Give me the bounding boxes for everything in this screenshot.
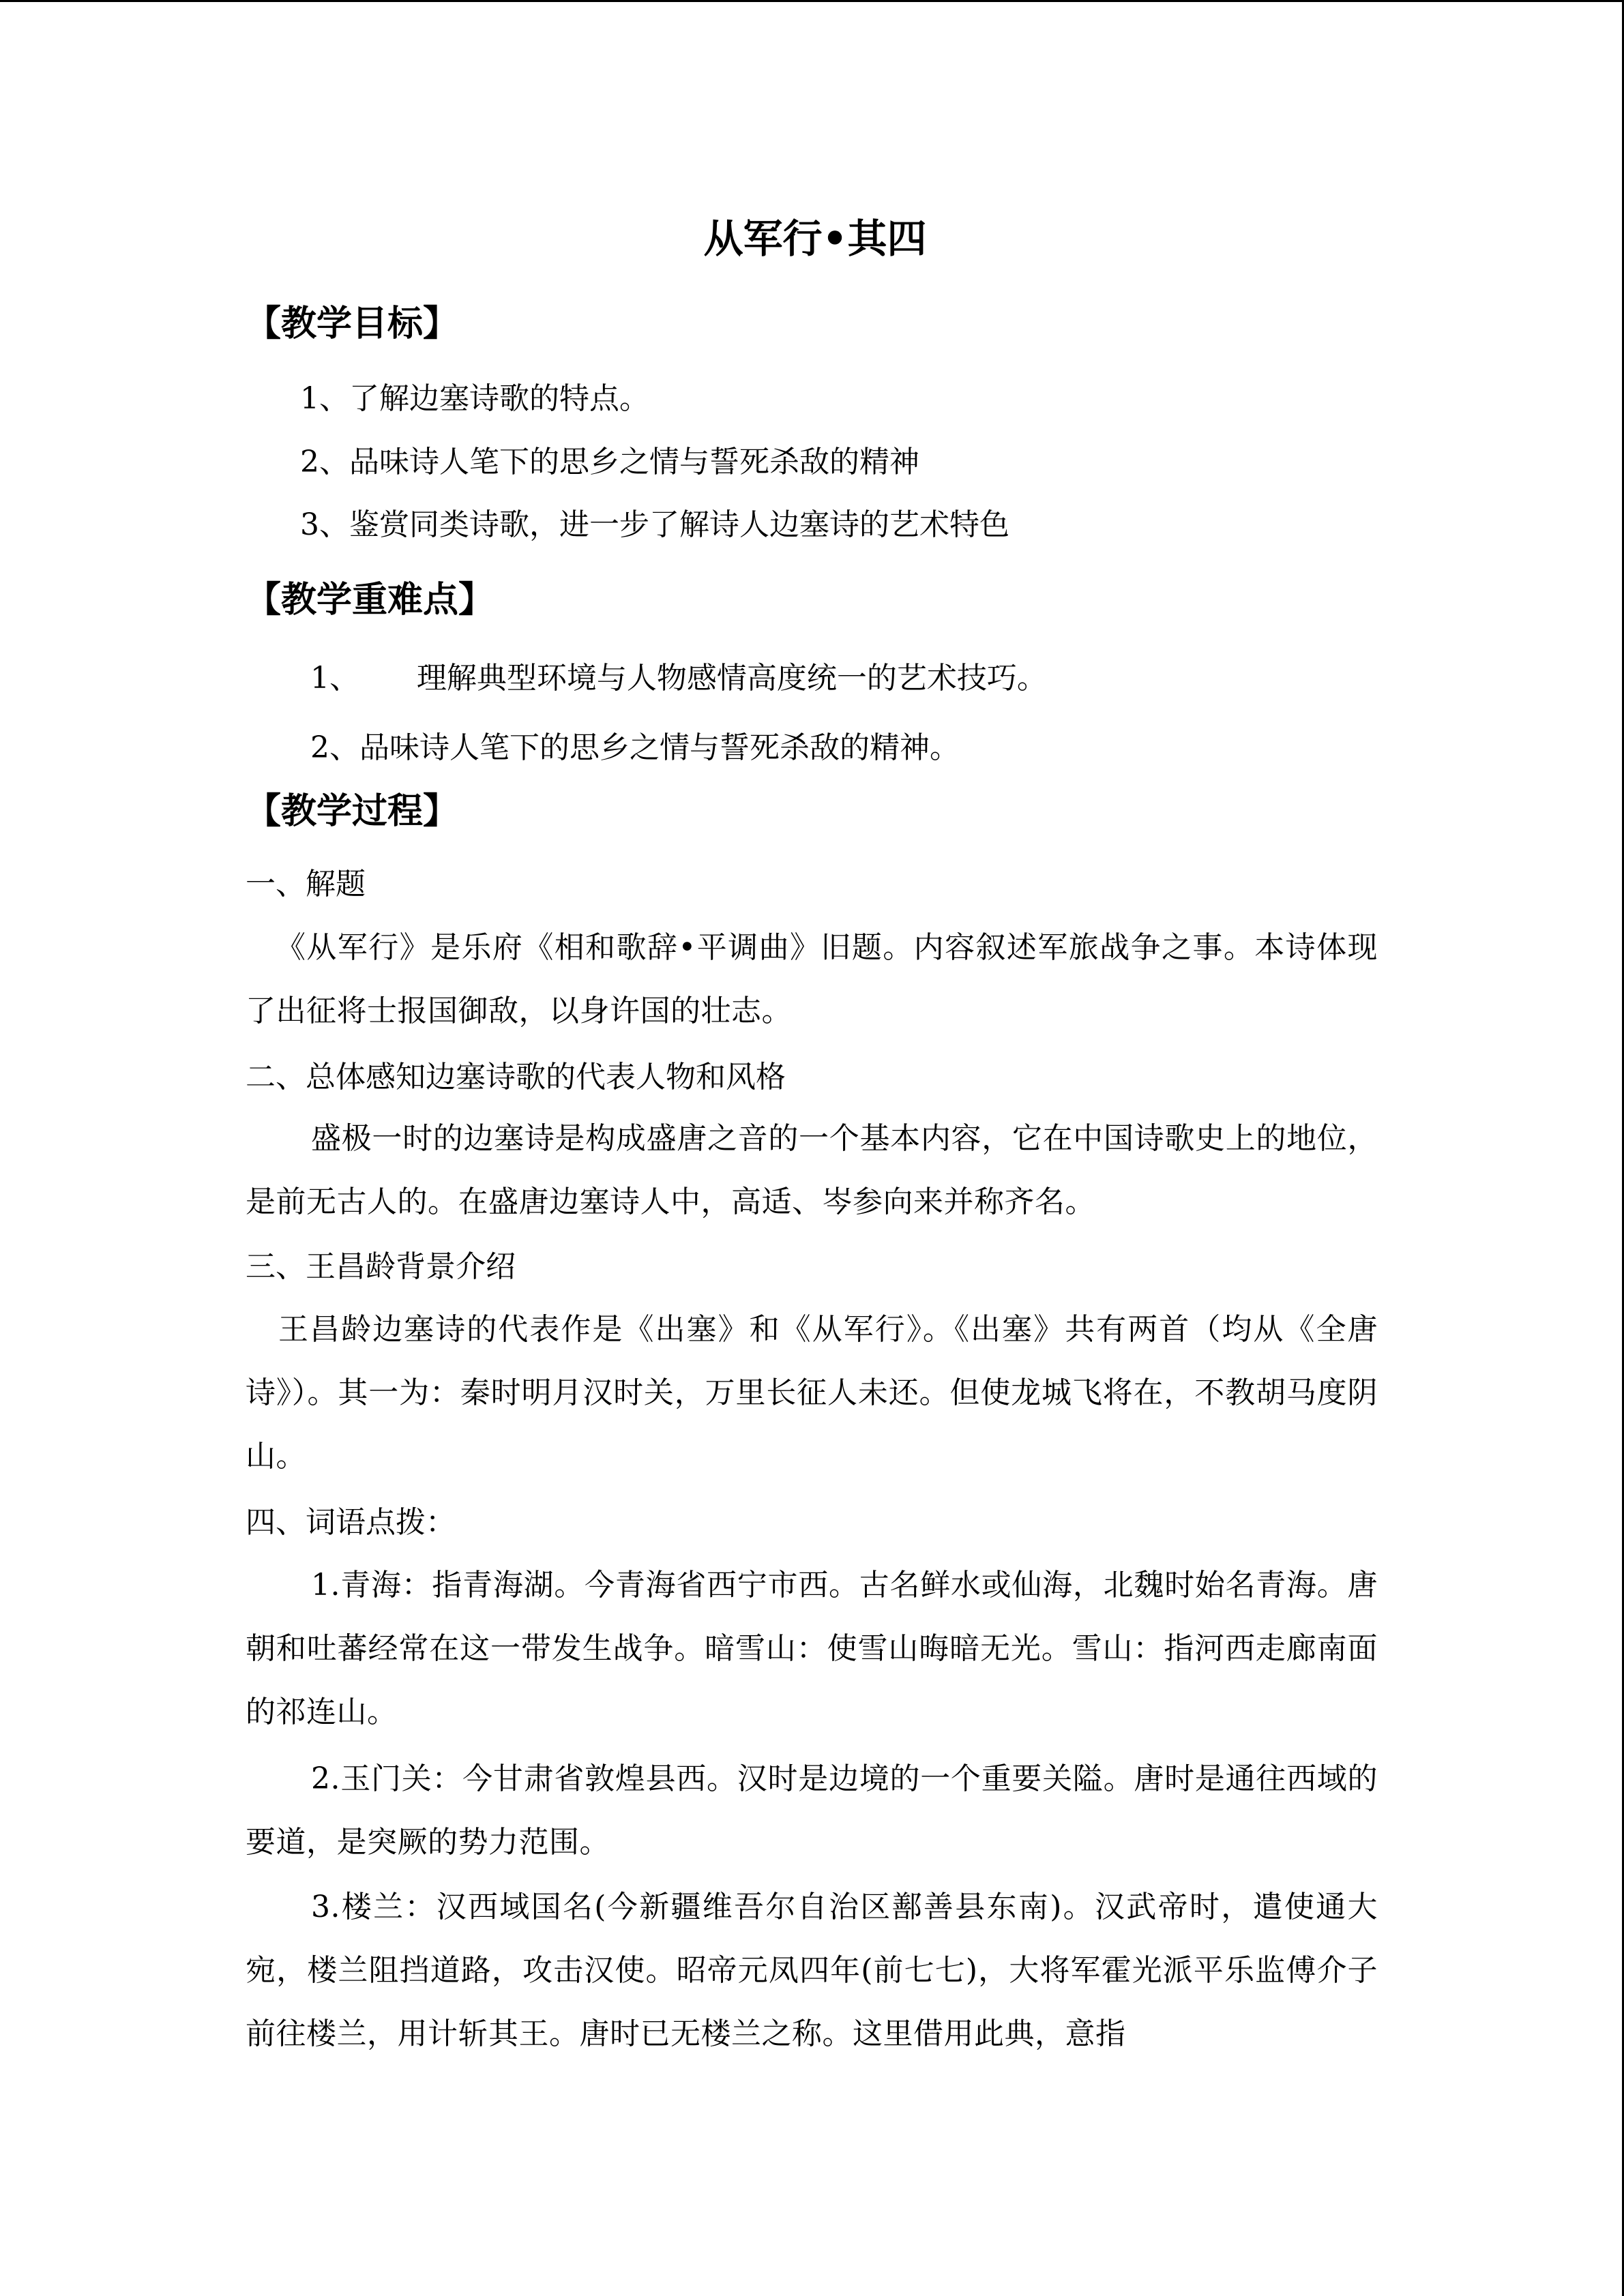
heading-teaching-goals: 【教学目标】 <box>246 303 459 344</box>
key-point-item-1: 1、 理解典型环境与人物感情高度统一的艺术技巧。 <box>310 661 1047 696</box>
goal-item-3: 3、鉴赏同类诗歌，进一步了解诗人边塞诗的艺术特色 <box>300 507 1009 542</box>
process-part2-heading: 二、总体感知边塞诗歌的代表人物和风格 <box>246 1060 786 1094</box>
process-part3-text: 王昌龄边塞诗的代表作是《出塞》和《从军行》。《出塞》共有两首（均从《全唐诗》）。其一为：秦时明月汉时关，万里长征人未还。但使龙城飞将在，不教胡马度阴山。 <box>246 1312 1378 1474</box>
key-point-item-2: 2、品味诗人笔下的思乡之情与誓死杀敌的精神。 <box>310 730 960 765</box>
process-part1-text: 《从军行》是乐府《相和歌辞•平调曲》旧题。内容叙述军旅战争之事。本诗体现了出征将士报国御敌，以身许国的壮志。 <box>246 930 1378 1028</box>
goal-item-2: 2、品味诗人笔下的思乡之情与誓死杀敌的精神 <box>300 445 919 479</box>
process-part2-text: 盛极一时的边塞诗是构成盛唐之音的一个基本内容，它在中国诗歌史上的地位，是前无古人的。在盛唐边塞诗人中，高适、岑参向来并称齐名。 <box>246 1121 1378 1219</box>
goal-item-1: 1、了解边塞诗歌的特点。 <box>300 381 649 416</box>
note-item-1: 1.青海：指青海湖。今青海省西宁市西。古名鲜水或仙海，北魏时始名青海。唐朝和吐蕃经常在这一带发生战争。暗雪山：使雪山晦暗无光。雪山：指河西走廊南面的祁连山。 <box>246 1568 1378 1729</box>
document-title: 从军行•其四 <box>703 215 927 262</box>
heading-teaching-process: 【教学过程】 <box>246 791 459 832</box>
note-item-2: 2.玉门关：今甘肃省敦煌县西。汉时是边境的一个重要关隘。唐时是通往西域的要道，是突厥的势力范围。 <box>246 1761 1378 1860</box>
note-item-3: 3.楼兰：汉西域国名(今新疆维吾尔自治区鄯善县东南)。汉武帝时，遣使通大宛，楼兰阻挡道路，攻击汉使。昭帝元凤四年(前七七)，大将军霍光派平乐监傅介子前往楼兰，用计斩其王。唐时已无楼兰之称。这里借用此典，意指 <box>246 1890 1378 2051</box>
process-part3-heading: 三、王昌龄背景介绍 <box>246 1249 516 1284</box>
process-part4-heading: 四、词语点拨： <box>246 1505 456 1540</box>
process-part1-heading: 一、解题 <box>246 867 366 901</box>
heading-key-points: 【教学重难点】 <box>246 580 494 621</box>
